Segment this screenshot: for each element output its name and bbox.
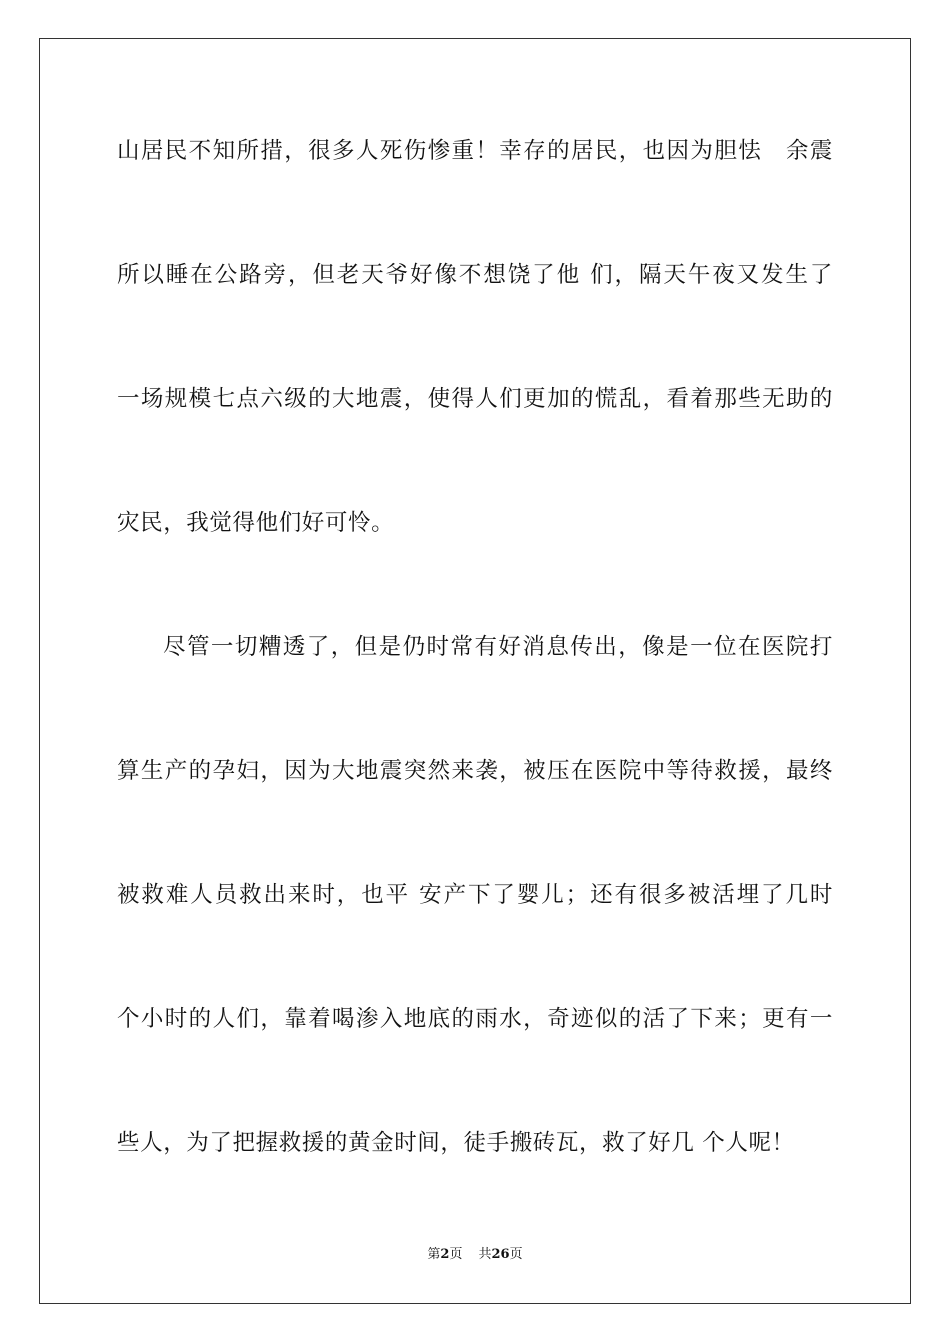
footer-page-number: 2 <box>440 1247 450 1262</box>
page-footer <box>0 1246 950 1264</box>
footer-total-suffix: 页 <box>509 1247 523 1262</box>
body-line-5: 尽管一切糟透了，但是仍时常有好消息传出，像是一位在医院打 <box>163 634 833 660</box>
footer-page-prefix: 第 <box>427 1247 441 1262</box>
body-line-7: 被救难人员救出来时，也平 安产下了婴儿；还有很多被活埋了几时 <box>117 882 833 908</box>
body-line-1: 山居民不知所措，很多人死伤惨重！幸存的居民，也因为胆怯 余震 <box>117 138 833 164</box>
footer-total-prefix: 共 <box>478 1247 492 1262</box>
body-line-9: 些人，为了把握救援的黄金时间，徒手搬砖瓦，救了好几 个人呢！ <box>117 1130 795 1156</box>
body-line-4: 灾民，我觉得他们好可怜。 <box>117 510 395 536</box>
body-line-8: 个小时的人们，靠着喝渗入地底的雨水，奇迹似的活了下来；更有一 <box>117 1006 833 1032</box>
footer-total-pages: 26 <box>491 1247 510 1262</box>
footer-page-suffix: 页 <box>449 1247 463 1262</box>
page-border <box>39 38 911 1304</box>
body-line-6: 算生产的孕妇，因为大地震突然来袭，被压在医院中等待救援，最终 <box>117 758 833 784</box>
body-line-3: 一场规模七点六级的大地震，使得人们更加的慌乱，看着那些无助的 <box>117 386 833 412</box>
body-line-2: 所以睡在公路旁，但老天爷好像不想饶了他 们，隔天午夜又发生了 <box>117 262 833 288</box>
